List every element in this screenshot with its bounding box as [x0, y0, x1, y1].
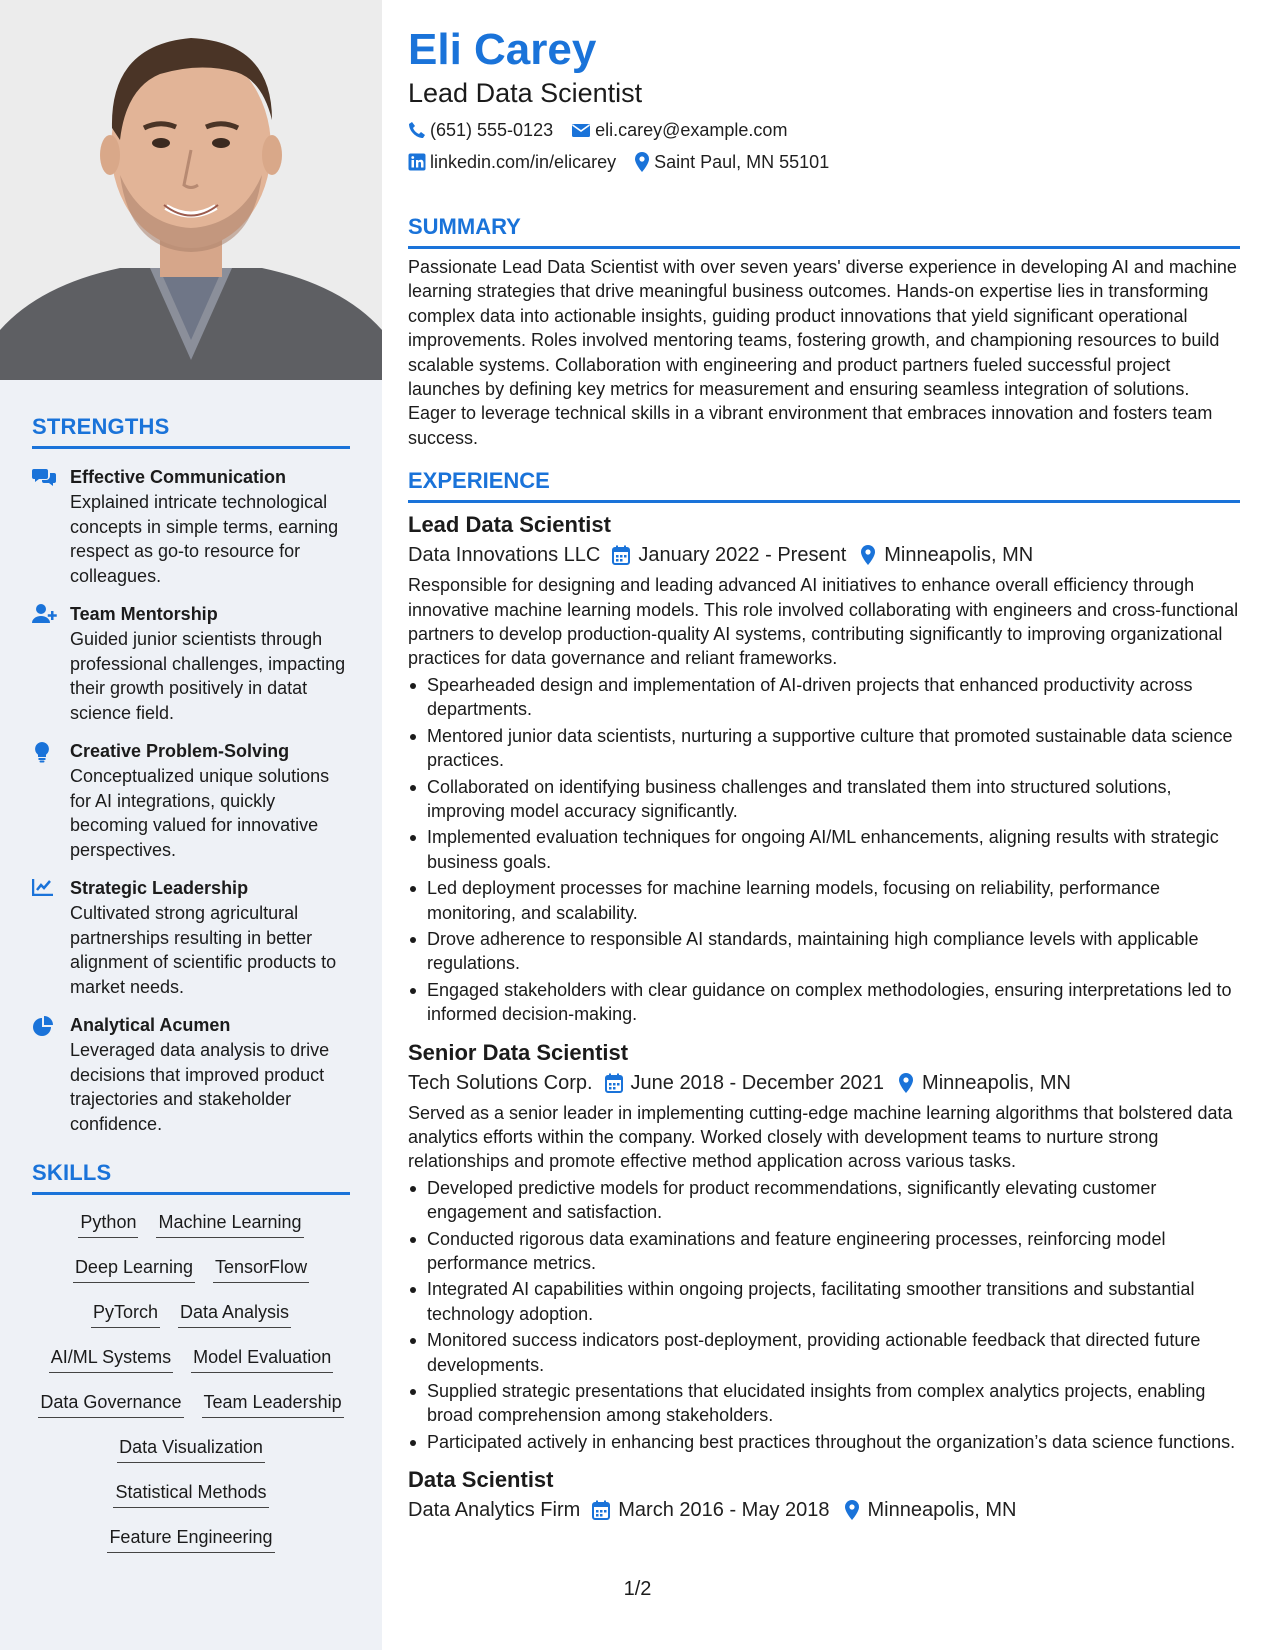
job-dates-text: June 2018 - December 2021	[630, 1071, 885, 1094]
profile-photo	[0, 0, 382, 380]
skill-row	[32, 1254, 350, 1299]
main-column	[408, 24, 1240, 1524]
job-title: Senior Data Scientist	[408, 1039, 629, 1065]
line-chart-icon	[32, 876, 70, 999]
job-dates	[612, 541, 846, 569]
strength-title: Team Mentorship	[70, 604, 218, 624]
summary-section	[408, 214, 1240, 450]
skills-title: SKILLS	[32, 1160, 112, 1185]
list-item: Implemented evaluation techniques for ongoing AI/ML enhancements, aligning results with strategic business goals.	[408, 825, 1240, 874]
skill-tag: Data Analysis	[178, 1299, 291, 1328]
experience-divider	[408, 500, 1240, 503]
skills-section	[32, 1160, 350, 1569]
linkedin-text[interactable]: linkedin.com/in/elicarey	[430, 152, 617, 172]
skill-row	[32, 1434, 350, 1479]
job-description: Responsible for designing and leading advanced AI initiatives to enhance overall efficiency through innovative machine learning models. This role involved collaborating with engineers and cross-functional partners to develop production-quality AI systems, contributing significantly to improving organizational practices for data governance and reliant frameworks.	[408, 575, 1239, 669]
summary-title: SUMMARY	[408, 214, 521, 239]
list-item: Spearheaded design and implementation of AI-driven projects that enhanced productivity across departments.	[408, 673, 1240, 722]
skill-row	[32, 1209, 350, 1254]
job-location-text: Minneapolis, MN	[867, 1499, 1017, 1522]
skill-row	[32, 1344, 350, 1389]
job-meta	[408, 541, 1240, 569]
skills-divider	[32, 1192, 350, 1195]
strength-desc: Leveraged data analysis to drive decisions that improved product trajectories and stakeholder confidence.	[70, 1040, 330, 1134]
phone-icon	[408, 121, 426, 139]
summary-text: Passionate Lead Data Scientist with over seven years' diverse experience in developing AI and machine learning strategies that drive meaningful business outcomes. Hands-on expertise lies in transforming complex data into actionable insights, guiding product innovations that yield significant operational improvements. Roles involved mentoring teams, fostering growth, and championing resources to build scalable systems. Collaboration with engineering and product partners fueled successful project launches by defining key metrics for measurement and ensuring seamless integration of solutions. Eager to leverage technical skills in a vibrant environment that embraces innovation and fosters team success.	[408, 257, 1237, 448]
skills-list	[32, 1209, 350, 1569]
list-item: Participated actively in enhancing best practices throughout the organization’s data science functions.	[408, 1430, 1240, 1454]
job-bullets	[408, 673, 1240, 1027]
strength-item	[32, 1013, 350, 1136]
envelope-icon	[571, 122, 591, 138]
job-dates-text: March 2016 - May 2018	[618, 1499, 830, 1522]
strengths-section	[32, 414, 350, 1136]
phone-contact	[408, 118, 553, 142]
strength-title: Analytical Acumen	[70, 1015, 231, 1035]
sidebar	[0, 0, 382, 1650]
map-pin-icon	[634, 152, 650, 172]
skill-tag: TensorFlow	[213, 1254, 309, 1283]
skill-tag: Data Visualization	[117, 1434, 265, 1463]
pie-chart-icon	[32, 1013, 70, 1136]
job-location	[860, 541, 1033, 569]
list-item: Developed predictive models for product recommendations, significantly elevating customer engagement and satisfaction.	[408, 1176, 1240, 1225]
map-pin-icon	[844, 1500, 860, 1520]
skill-tag: Python	[78, 1209, 138, 1238]
job-dates-text: January 2022 - Present	[638, 544, 847, 567]
contact-row	[408, 150, 1240, 174]
strengths-title: STRENGTHS	[32, 414, 170, 439]
strength-desc: Explained intricate technological concepts in simple terms, earning respect as go-to resource for colleagues.	[70, 492, 339, 586]
list-item: Drove adherence to responsible AI standards, maintaining high compliance levels with applicable regulations.	[408, 927, 1240, 976]
job-entry	[408, 511, 1240, 1026]
list-item: Collaborated on identifying business challenges and translated them into structured solutions, improving model accuracy significantly.	[408, 775, 1240, 824]
email-contact[interactable]	[571, 118, 787, 142]
skill-tag: PyTorch	[91, 1299, 160, 1328]
skill-tag: Team Leadership	[202, 1389, 344, 1418]
candidate-name: Eli Carey	[408, 25, 597, 74]
email-text[interactable]: eli.carey@example.com	[595, 120, 788, 140]
list-item: Monitored success indicators post-deployment, providing actionable feedback that directed future developments.	[408, 1328, 1240, 1377]
map-pin-icon	[898, 1073, 914, 1093]
job-entry	[408, 1039, 1240, 1455]
strength-desc: Guided junior scientists through professional challenges, impacting their growth positively in datat science field.	[70, 629, 346, 723]
job-dates	[592, 1496, 829, 1524]
summary-divider	[408, 246, 1240, 249]
skill-row	[32, 1524, 350, 1569]
list-item: Mentored junior data scientists, nurturing a supportive culture that promoted sustainable data science practices.	[408, 724, 1240, 773]
skill-row	[32, 1479, 350, 1524]
job-meta	[408, 1496, 1240, 1524]
job-company: Tech Solutions Corp.	[408, 1071, 593, 1094]
list-item: Conducted rigorous data examinations and feature engineering processes, reinforcing model performance metrics.	[408, 1227, 1240, 1276]
calendar-icon	[605, 1073, 623, 1093]
job-title: Lead Data Scientist	[408, 512, 611, 538]
job-entry	[408, 1466, 1240, 1524]
job-location	[898, 1069, 1071, 1097]
job-bullets	[408, 1176, 1240, 1454]
list-item: Supplied strategic presentations that elucidated insights from complex analytics projects, enabling broad comprehension among stakeholders.	[408, 1379, 1240, 1428]
skill-tag: Feature Engineering	[107, 1524, 274, 1553]
calendar-icon	[612, 545, 630, 565]
list-item: Integrated AI capabilities within ongoing projects, facilitating smoother transitions and substantial technology adoption.	[408, 1277, 1240, 1326]
phone-text: (651) 555-0123	[430, 120, 554, 140]
skill-tag: Machine Learning	[156, 1209, 303, 1238]
list-item: Led deployment processes for machine learning models, focusing on reliability, performance monitoring, and scalability.	[408, 876, 1240, 925]
lightbulb-icon	[32, 739, 70, 862]
comments-icon	[32, 465, 70, 588]
skill-tag: Deep Learning	[73, 1254, 195, 1283]
strength-item	[32, 602, 350, 725]
strength-item	[32, 465, 350, 588]
list-item: Engaged stakeholders with clear guidance on complex methodologies, ensuring interpretations led to informed decision-making.	[408, 978, 1240, 1027]
skill-row	[32, 1299, 350, 1344]
calendar-icon	[592, 1500, 610, 1520]
strength-desc: Conceptualized unique solutions for AI integrations, quickly becoming valued for innovative perspectives.	[70, 766, 330, 860]
experience-title: EXPERIENCE	[408, 468, 550, 494]
job-company: Data Innovations LLC	[408, 544, 601, 567]
candidate-role: Lead Data Scientist	[408, 78, 643, 108]
job-location-text: Minneapolis, MN	[922, 1071, 1071, 1094]
location-text: Saint Paul, MN 55101	[654, 152, 830, 172]
job-location-text: Minneapolis, MN	[884, 544, 1034, 567]
skill-tag: Model Evaluation	[191, 1344, 333, 1373]
contact-row	[408, 118, 1240, 142]
strength-title: Strategic Leadership	[70, 878, 249, 898]
job-company: Data Analytics Firm	[408, 1499, 581, 1522]
job-location	[844, 1496, 1017, 1524]
skill-row	[32, 1389, 350, 1434]
strength-title: Effective Communication	[70, 467, 287, 487]
skill-tag: Data Governance	[38, 1389, 183, 1418]
strength-item	[32, 739, 350, 862]
location-contact	[634, 150, 829, 174]
strength-desc: Cultivated strong agricultural partnerships resulting in better alignment of scientific products to market needs.	[70, 903, 337, 997]
linkedin-contact[interactable]	[408, 150, 616, 174]
linkedin-icon	[408, 153, 426, 171]
strength-item	[32, 876, 350, 999]
strengths-divider	[32, 446, 350, 449]
skill-tag: AI/ML Systems	[49, 1344, 173, 1373]
job-title: Data Scientist	[408, 1467, 554, 1493]
user-plus-icon	[32, 602, 70, 725]
job-meta	[408, 1069, 1240, 1097]
job-dates	[605, 1069, 885, 1097]
strength-title: Creative Problem-Solving	[70, 741, 290, 761]
map-pin-icon	[860, 545, 876, 565]
page-number: 1/2	[623, 1578, 652, 1600]
job-description: Served as a senior leader in implementing cutting-edge machine learning algorithms that bolstered data analytics efforts within the company. Worked closely with development teams to nurture strong relationships and promote effective method application across various tasks.	[408, 1102, 1233, 1172]
experience-section	[408, 468, 1240, 1524]
skill-tag: Statistical Methods	[113, 1479, 268, 1508]
